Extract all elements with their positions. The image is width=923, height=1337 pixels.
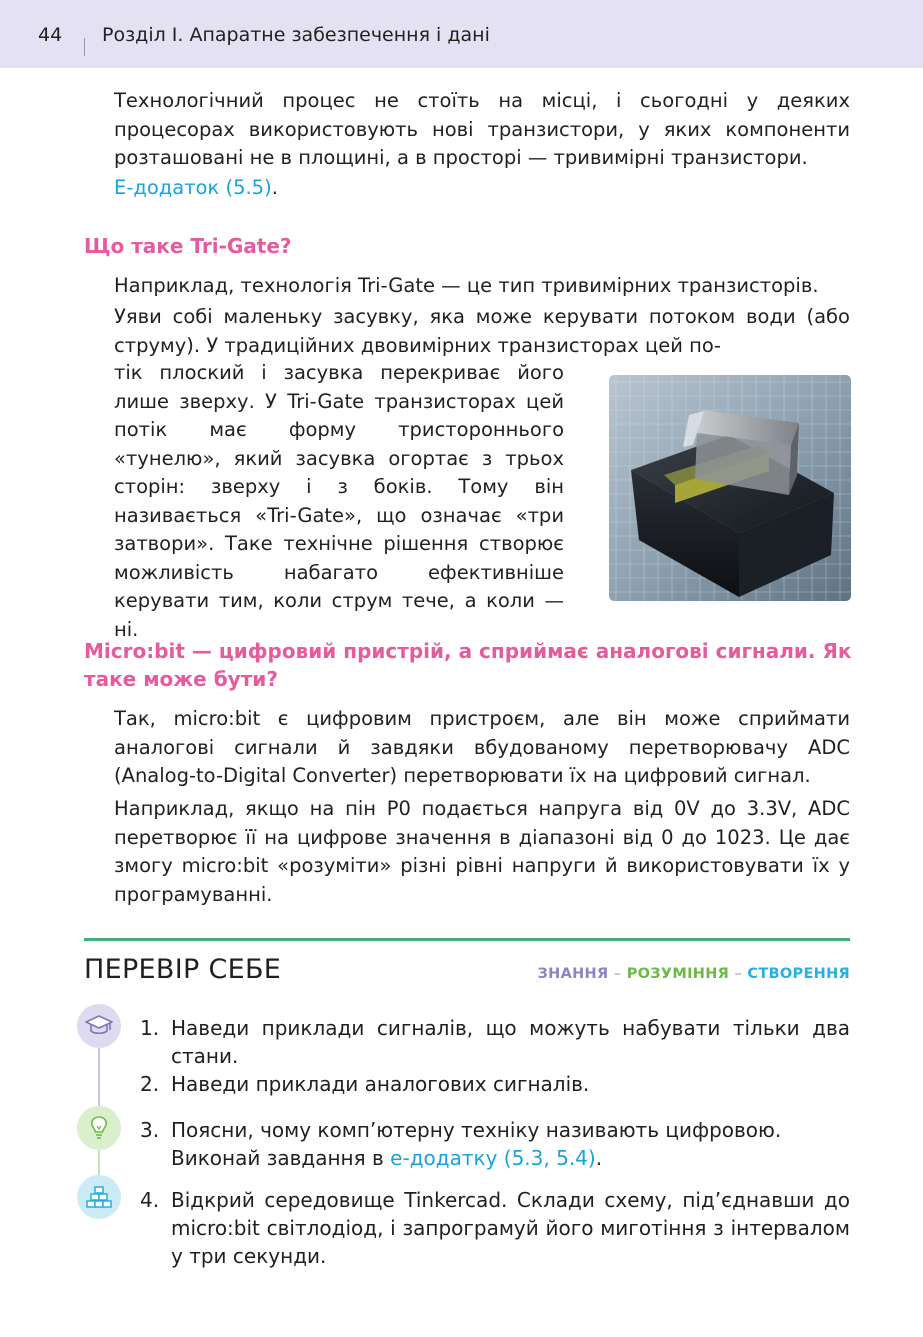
chapter-title: Розділ І. Апаратне забезпечення і дані <box>102 24 490 46</box>
page-header <box>0 0 923 68</box>
level-connector <box>98 1150 100 1176</box>
task-text: Наведи приклади сигналів, що можуть набувати тільки два стани. <box>171 1016 850 1068</box>
e-appendix-link[interactable]: Е-додаток (5.5) <box>114 176 272 199</box>
microbit-paragraph-2: Наприклад, якщо на пін P0 подається напруга від 0V до 3.3V, ADC перетворює її на цифрове значення в діапазоні від 0 до 1023. Це дає змогу micro:bit «розуміти» різні рівні напруги й використовувати їх у програмуванні. <box>114 797 850 906</box>
task-item-4 <box>140 1186 850 1270</box>
legend-understanding: РОЗУМІННЯ <box>626 966 730 982</box>
intro-link-suffix: . <box>271 176 278 199</box>
creation-level-badge <box>77 1175 121 1219</box>
legend-dash: – <box>734 966 743 982</box>
task-number: 3. <box>140 1118 160 1142</box>
page-number: 44 <box>38 24 63 46</box>
intro-paragraph <box>114 87 850 173</box>
task-text-wrap <box>171 1116 850 1172</box>
microbit-paragraph-1: Так, micro:bit є цифровим пристроєм, але він може сприймати аналогові сигнали й завдяки вбудованому перетворювачу ADC (Analog-to-Digital Converter) перетворювати їх на цифровий сигнал. <box>114 707 850 787</box>
task-number: 1. <box>140 1016 160 1040</box>
question-trigate: Що таке Tri-Gate? <box>84 234 292 258</box>
e-appendix-link[interactable]: е-додатку (5.3, 5.4) <box>390 1146 596 1170</box>
task-text: Відкрий середовище Tinkercad. Склади схему, під’єднавши до micro:bit світлодіод, і запрограмуй його миготіння з інтервалом у три секунди. <box>171 1188 850 1268</box>
task-item-1 <box>140 1014 850 1070</box>
trigate-paragraph-1: Наприклад, технологія Tri-Gate — це тип тривимірних транзисторів. <box>114 274 819 297</box>
trigate-transistor-image <box>609 375 851 601</box>
level-legend <box>538 966 850 982</box>
task-number: 4. <box>140 1188 160 1212</box>
section-divider <box>84 938 850 941</box>
check-yourself-title: ПЕРЕВІР СЕБЕ <box>84 954 282 985</box>
trigate-paragraph-2: Уяви собі маленьку засувку, яка може керувати потоком води (або струму). У традиційних двовимірних транзисторах цей по- <box>114 305 850 357</box>
blocks-icon <box>85 1185 113 1209</box>
knowledge-level-badge <box>77 1004 121 1048</box>
intro-link-line <box>114 174 850 203</box>
task-number: 2. <box>140 1072 160 1096</box>
header-separator <box>84 38 85 56</box>
lightbulb-icon <box>87 1114 111 1142</box>
task-item-2 <box>140 1070 850 1098</box>
legend-knowledge: ЗНАННЯ <box>537 966 609 982</box>
trigate-paragraph-2-wrap: тік плоский і засувка перекриває його лише зверху. У Tri-Gate транзисторах цей потік має форму тристороннього «тунелю», який засувка огортає з трьох сторін: зверху і з боків. Тому він називається «Tri-Gate», що означає «три затвори». Таке технічне рішення створює можливість набагато ефективніше керувати тим, коли струм тече, а коли — ні. <box>114 361 564 641</box>
legend-dash: – <box>613 966 622 982</box>
task-text-suffix: . <box>595 1146 603 1170</box>
understanding-level-badge <box>77 1106 121 1150</box>
trigate-illustration <box>609 375 851 601</box>
task-item-3 <box>140 1116 850 1172</box>
legend-creation: СТВОРЕННЯ <box>747 966 850 982</box>
intro-text: Технологічний процес не стоїть на місці, і сьогодні у деяких процесорах використовують нові транзистори, у яких компоненти розташовані не в площині, а в просторі — тривимірні транзистори. <box>114 89 850 169</box>
question-microbit: Micro:bit — цифровий пристрій, а сприймає аналогові сигнали. Як таке може бути? <box>84 639 852 691</box>
graduation-cap-icon <box>85 1014 113 1038</box>
task-text: Поясни, чому комп’ютерну техніку називають цифровою. Виконай завдання в <box>171 1118 782 1170</box>
task-text: Наведи приклади аналогових сигналів. <box>171 1072 590 1096</box>
level-connector <box>98 1048 100 1108</box>
